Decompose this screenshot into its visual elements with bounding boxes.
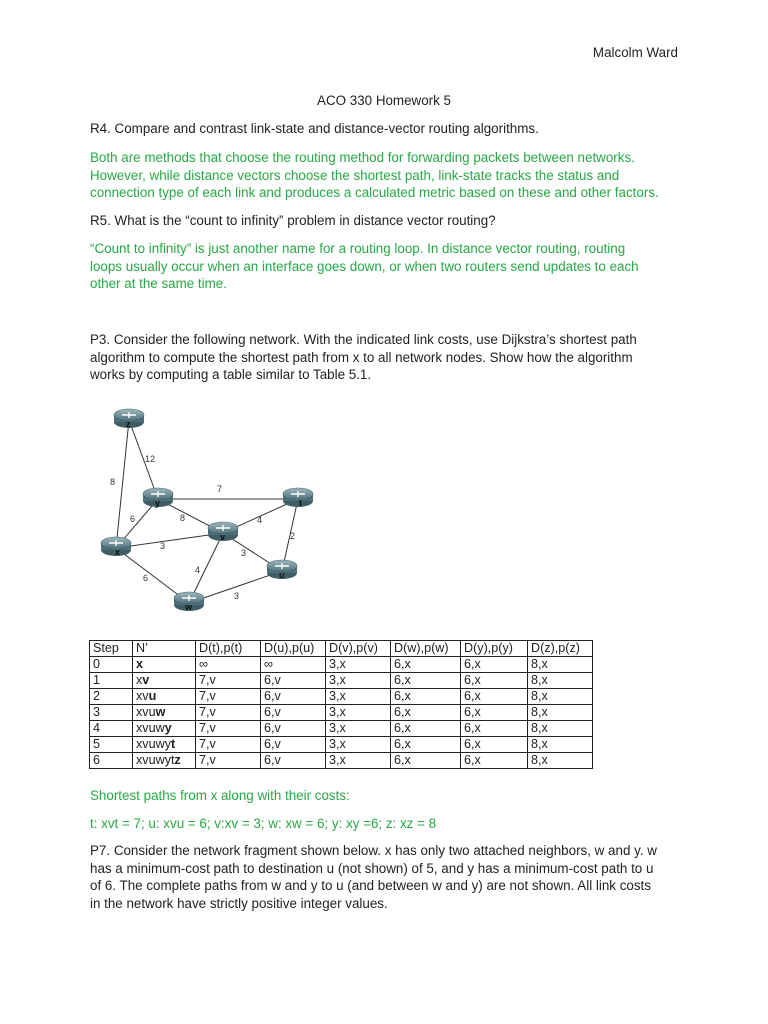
distance-cell: 3,x	[326, 689, 391, 705]
document-title: ACO 330 Homework 5	[317, 93, 451, 108]
cost-y-t: 7	[217, 484, 223, 494]
n-set-added-node: u	[148, 689, 157, 703]
node-label-z: z	[126, 419, 131, 429]
cost-y-x: 6	[130, 514, 136, 524]
table-row	[90, 737, 593, 753]
header-cell: D(v),p(v)	[326, 641, 391, 657]
cost-v-x: 3	[160, 541, 166, 551]
table-row	[90, 721, 593, 737]
distance-cell: ∞	[196, 657, 261, 673]
cost-y-v: 8	[180, 513, 186, 523]
cost-z-x: 8	[110, 477, 116, 487]
node-label-v: v	[220, 532, 226, 542]
distance-cell: 8,x	[528, 753, 593, 769]
router-x	[101, 537, 131, 557]
n-set-prefix: x	[136, 673, 143, 687]
distance-cell: 6,v	[261, 737, 326, 753]
router-v	[208, 522, 238, 542]
distance-cell: 6,v	[261, 753, 326, 769]
router-u	[267, 560, 297, 580]
header-cell: D(y),p(y)	[461, 641, 528, 657]
r4-answer-line: However, while distance vectors choose the shortest path, link-state tracks the status and	[90, 167, 620, 183]
distance-cell: 8,x	[528, 721, 593, 737]
p7-line: in the network have strictly positive integer values.	[90, 895, 388, 911]
shortest-summary: t: xvt = 7; u: xvu = 6; v:xv = 3; w: xw = 6; y: xy =6; z: xz = 8	[90, 816, 437, 831]
distance-cell: 6,x	[461, 657, 528, 673]
n-set-added-node: z	[174, 753, 181, 767]
distance-cell: 6,x	[391, 705, 461, 721]
n-set-cell	[133, 753, 196, 769]
header-cell: Step	[90, 641, 133, 657]
distance-cell: 6,x	[391, 721, 461, 737]
n-set-cell	[133, 705, 196, 721]
distance-cell: 7,v	[196, 753, 261, 769]
n-set-cell	[133, 689, 196, 705]
n-set-cell	[133, 673, 196, 689]
link-z-x	[116, 420, 129, 548]
r4-question: R4. Compare and contrast link-state and distance-vector routing algorithms.	[90, 121, 539, 136]
distance-cell: 6,x	[461, 721, 528, 737]
table-row	[90, 657, 593, 673]
step-cell: 5	[90, 737, 133, 753]
table-row	[90, 689, 593, 705]
p3-question	[90, 331, 690, 384]
table-row	[90, 753, 593, 769]
cost-z-y: 12	[145, 454, 156, 464]
distance-cell: 3,x	[326, 737, 391, 753]
network-diagram	[92, 403, 332, 615]
step-cell: 0	[90, 657, 133, 673]
step-cell: 6	[90, 753, 133, 769]
n-set-added-node: x	[136, 657, 144, 671]
distance-cell: 8,x	[528, 673, 593, 689]
p7-line: P7. Consider the network fragment shown below. x has only two attached neighbors, w and y. w	[90, 843, 657, 858]
n-set-prefix: xv	[136, 689, 149, 703]
n-set-prefix: xvu	[136, 705, 156, 719]
distance-cell: 6,v	[261, 689, 326, 705]
n-set-cell	[133, 737, 196, 753]
header-cell: N’	[133, 641, 196, 657]
table-header-row	[90, 641, 593, 657]
distance-cell: 3,x	[326, 705, 391, 721]
cost-v-u: 3	[241, 548, 247, 558]
distance-cell: 8,x	[528, 737, 593, 753]
header-cell: D(w),p(w)	[391, 641, 461, 657]
link-cost-labels	[110, 454, 295, 601]
distance-cell: 6,x	[461, 689, 528, 705]
node-label-w: w	[185, 602, 193, 612]
r5-answer-line: “Count to infinity” is just another name for a routing loop. In distance vector routing, routing	[90, 241, 626, 256]
r4-answer-line: Both are methods that choose the routing method for forwarding packets between networks.	[90, 150, 635, 165]
node-label-x: x	[115, 547, 121, 557]
distance-cell: 6,x	[461, 705, 528, 721]
distance-cell: 7,v	[196, 689, 261, 705]
step-cell: 1	[90, 673, 133, 689]
distance-cell: 7,v	[196, 673, 261, 689]
node-label-y: y	[155, 498, 161, 508]
r4-answer	[90, 149, 690, 202]
distance-cell: 6,v	[261, 673, 326, 689]
n-set-prefix: xvuwyt	[136, 753, 175, 767]
node-label-u: u	[279, 570, 285, 580]
r4-answer-line: connection type of each link and produces a calculated metric based on these and other factors.	[90, 185, 659, 201]
author-name: Malcolm Ward	[592, 45, 678, 60]
distance-cell: 6,x	[391, 737, 461, 753]
p3-line: works by computing a table similar to Table 5.1.	[90, 367, 372, 383]
r5-question: R5. What is the “count to infinity” problem in distance vector routing?	[90, 213, 496, 228]
p7-line: has a minimum-cost path to destination u (not shown) of 5, and y has a minimum-cost path to u	[90, 860, 654, 876]
distance-cell: 6,v	[261, 721, 326, 737]
n-set-cell	[133, 721, 196, 737]
n-set-prefix: xvuwy	[136, 737, 171, 751]
table-row	[90, 673, 593, 689]
n-set-cell	[133, 657, 196, 673]
router-z	[114, 409, 144, 429]
distance-cell: 7,v	[196, 737, 261, 753]
n-set-added-node: v	[142, 673, 150, 687]
distance-cell: 8,x	[528, 705, 593, 721]
distance-cell: 3,x	[326, 753, 391, 769]
header-cell: D(z),p(z)	[528, 641, 593, 657]
step-cell: 4	[90, 721, 133, 737]
p7-question	[90, 842, 690, 912]
p3-line: algorithm to compute the shortest path from x to all network nodes. Show how the algorithm	[90, 349, 633, 365]
distance-cell: 6,x	[461, 673, 528, 689]
n-set-prefix: xvuw	[136, 721, 165, 735]
distance-cell: 3,x	[326, 657, 391, 673]
r5-answer-line: other at the same time.	[90, 276, 227, 292]
distance-cell: 3,x	[326, 721, 391, 737]
distance-cell: 3,x	[326, 673, 391, 689]
n-set-added-node: y	[164, 721, 172, 735]
header-cell: D(t),p(t)	[196, 641, 261, 657]
step-cell: 3	[90, 705, 133, 721]
cost-v-t: 4	[257, 515, 263, 525]
distance-cell: 6,x	[391, 753, 461, 769]
distance-cell: 6,x	[391, 689, 461, 705]
p3-line: P3. Consider the following network. With the indicated link costs, use Dijkstra’s shortest path	[90, 332, 637, 347]
n-set-added-node: w	[155, 705, 166, 719]
distance-cell: 7,v	[196, 705, 261, 721]
shortest-heading: Shortest paths from x along with their costs:	[90, 788, 350, 803]
node-label-t: t	[299, 498, 302, 508]
table-row	[90, 705, 593, 721]
distance-cell: 7,v	[196, 721, 261, 737]
distance-cell: 8,x	[528, 689, 593, 705]
step-cell: 2	[90, 689, 133, 705]
n-set-added-node: t	[171, 737, 176, 751]
cost-w-u: 3	[234, 591, 240, 601]
header-cell: D(u),p(u)	[261, 641, 326, 657]
router-y	[143, 488, 173, 508]
distance-cell: ∞	[261, 657, 326, 673]
router-w	[174, 592, 204, 612]
cost-t-u: 2	[290, 531, 296, 541]
router-t	[283, 488, 313, 508]
cost-x-w: 6	[143, 573, 149, 583]
distance-cell: 6,x	[461, 753, 528, 769]
dijkstra-table	[89, 640, 593, 769]
r5-answer	[90, 240, 690, 293]
distance-cell: 6,x	[391, 657, 461, 673]
distance-cell: 6,x	[391, 673, 461, 689]
distance-cell: 8,x	[528, 657, 593, 673]
p7-line: of 6. The complete paths from w and y to u (and between w and y) are not shown. All link costs	[90, 878, 651, 894]
r5-answer-line: loops usually occur when an interface goes down, or when two routers send updates to each	[90, 258, 639, 274]
distance-cell: 6,v	[261, 705, 326, 721]
cost-v-w: 4	[195, 565, 201, 575]
distance-cell: 6,x	[461, 737, 528, 753]
link-v-x	[116, 532, 226, 548]
